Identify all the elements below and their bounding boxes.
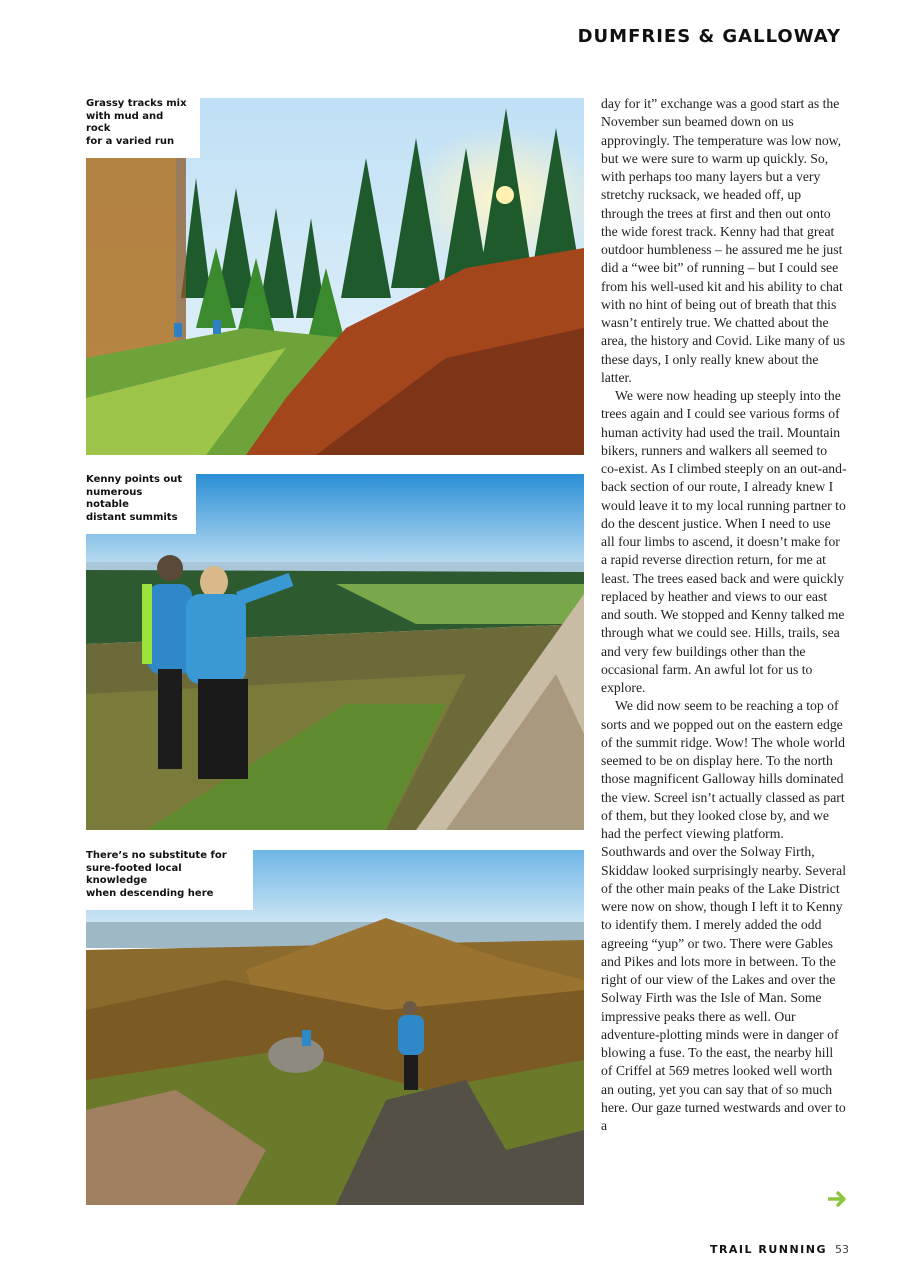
- page-number: 53: [835, 1243, 849, 1256]
- photo-forest-track: [86, 98, 584, 455]
- page-footer: [710, 1243, 849, 1256]
- article-paragraph: We were now heading up steeply into the trees again and I could see various forms of human activity had used the trail. Mountain bikers, runners and walkers all seemed to co-exist. As I climbed steeply on an out-and-back section of our route, I already knew I would leave it to my local running partner to do the descent justice. When I need to use all four limbs to ascend, it doesn’t make for a rapid reverse direction return, for me at least. The trees eased back and were quickly replaced by heather and views to our east and south. We stopped and Kenny talked me through what we could see. Hills, trails, sea and very few buildings other than the occasional farm. An awful lot for us to explore.: [601, 388, 847, 695]
- article-body: [601, 95, 847, 1135]
- photo-summit-view: [86, 474, 584, 830]
- article-paragraph: We did now seem to be reaching a top of sorts and we popped out on the eastern edge of the summit ridge. Wow! The whole world seemed to be on display here. To the north those magnificent Galloway hills dominated the view. Screel isn’t actually classed as part of them, but they looked close by, and we had the perfect viewing platform. Southwards and over the Solway Firth, Skiddaw looked surprisingly nearby. Several of the other main peaks of the Lake District were now on show, though I left it to Kenny to identify them. I merely added the odd agreeing “yup” or two. There were Gables and Pikes and lots more in between. To the right of our view of the Lakes and over the Solway Firth was the Isle of Man. Some impressive peaks there as well. Our adventure-plotting minds were in danger of blowing a fuse. To the east, the nearby hill of Criffel at 569 metres looked well worth an outing, yet you can say that of so much here. Our gaze turned westwards and over to a: [601, 698, 847, 1133]
- magazine-name: TRAIL RUNNING: [709, 1243, 827, 1256]
- photo-caption: Kenny points out numerous notable distant summits: [86, 474, 196, 534]
- continue-arrow-icon: [828, 1190, 850, 1208]
- photo-caption: There’s no substitute for sure-footed local knowledge when descending here: [86, 850, 253, 910]
- photo-descent: [86, 850, 584, 1205]
- photo-caption: Grassy tracks mix with mud and rock for a varied run: [86, 98, 200, 158]
- article-paragraph: day for it” exchange was a good start as the November sun beamed down on us approvingly. The temperature was low now, but we were sure to warm up quickly. So, with perhaps too many layers but a very stretchy rucksack, we headed off, up through the trees at first and then out onto the wide forest track. Kenny had that great outdoor humbleness – he assured me he just did a “wee bit” of running – but I could see from his well-used kit and his ability to chat with no hint of being out of breath that this wasn’t entirely true. We chatted about the area, the history and Covid. Like many of us these days, I only really knew about the latter.: [601, 96, 846, 385]
- section-title: DUMFRIES & GALLOWAY: [577, 26, 841, 47]
